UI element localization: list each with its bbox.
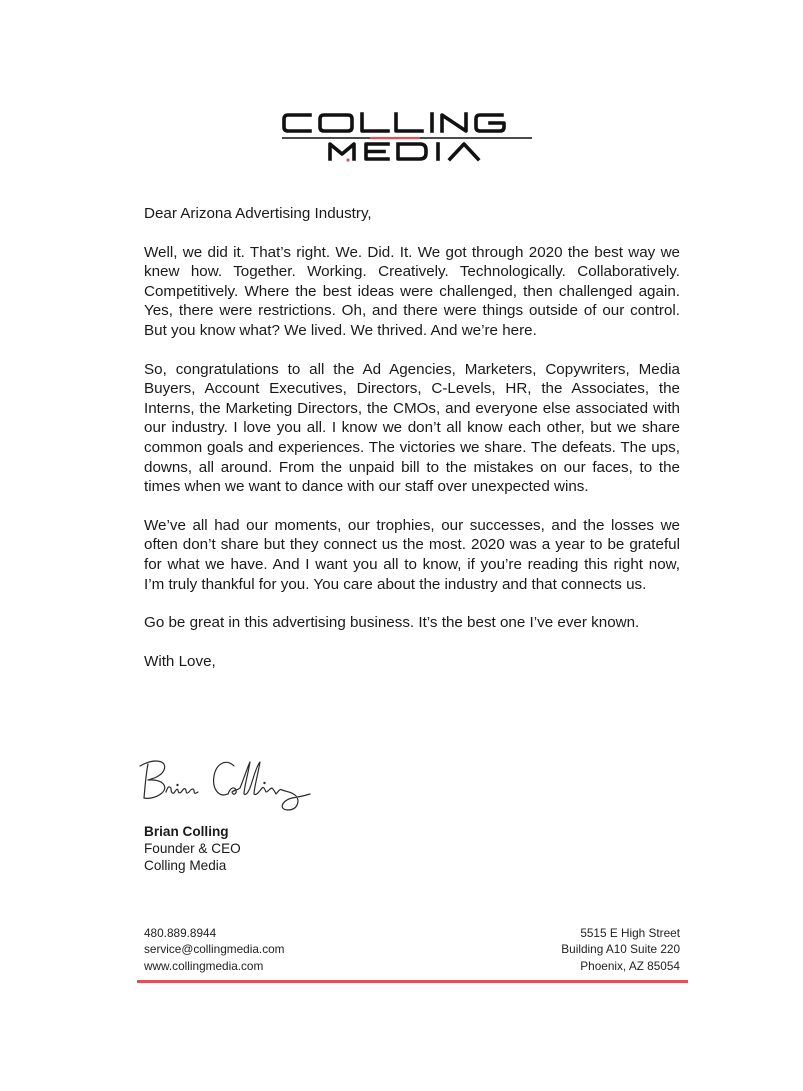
footer-address-line1: 5515 E High Street: [580, 926, 680, 940]
paragraph-3: We’ve all had our moments, our trophies, our successes, and the losses we often don’t share but they connect us the most. 2020 was a year to be grateful for what we have. And I want you all to know, if you’re reading this right now, I’m truly thankful for you. You care about the industry and that connects us.: [144, 516, 680, 593]
signer-title: Founder & CEO: [144, 841, 241, 856]
footer-contact: [144, 925, 284, 974]
salutation: Dear Arizona Advertising Industry,: [144, 205, 372, 222]
footer-phone[interactable]: 480.889.8944: [144, 926, 217, 940]
paragraph-4: Go be great in this advertising business. It’s the best one I’ve ever known.: [144, 614, 640, 632]
paragraph-1: Well, we did it. That’s right. We. Did. It. We got through 2020 the best way we knew how. Together. Working. Creatively. Technologically. Collaboratively. Competitively. Where the best ideas were challenged, then challenged again. Yes, there were restrictions. Oh, and there were things outside of our control. But you know what? We lived. We thrived. And we’re here.: [144, 243, 680, 339]
footer-address-line2: Building A10 Suite 220: [561, 942, 680, 957]
footer-divider: [137, 980, 688, 983]
colling-media-logo: [280, 110, 536, 166]
signer-block: [144, 823, 241, 874]
letter-body: [144, 204, 680, 690]
footer-website[interactable]: www.collingmedia.com: [144, 958, 264, 973]
footer-email[interactable]: service@collingmedia.com: [144, 942, 285, 957]
closing: With Love,: [144, 652, 216, 670]
paragraph-2: So, congratulations to all the Ad Agencies, Marketers, Copywriters, Media Buyers, Account Executives, Directors, C-Levels, HR, the Associates, the Interns, the Marketing Directors, the CMOs, and everyone else associated with our industry. I love you all. I know we don’t all know each other, but we share common goals and experiences. The victories we share. The defeats. The ups, downs, all around. From the unpaid bill to the mistakes on our faces, to the times when we want to dance with our staff over unexpected wins.: [144, 360, 680, 496]
signer-name: Brian Colling: [144, 824, 229, 839]
handwritten-signature: [136, 752, 316, 814]
footer-address: [561, 925, 680, 974]
footer-address-line3: Phoenix, AZ 85054: [580, 958, 680, 973]
signer-company: Colling Media: [144, 858, 227, 873]
